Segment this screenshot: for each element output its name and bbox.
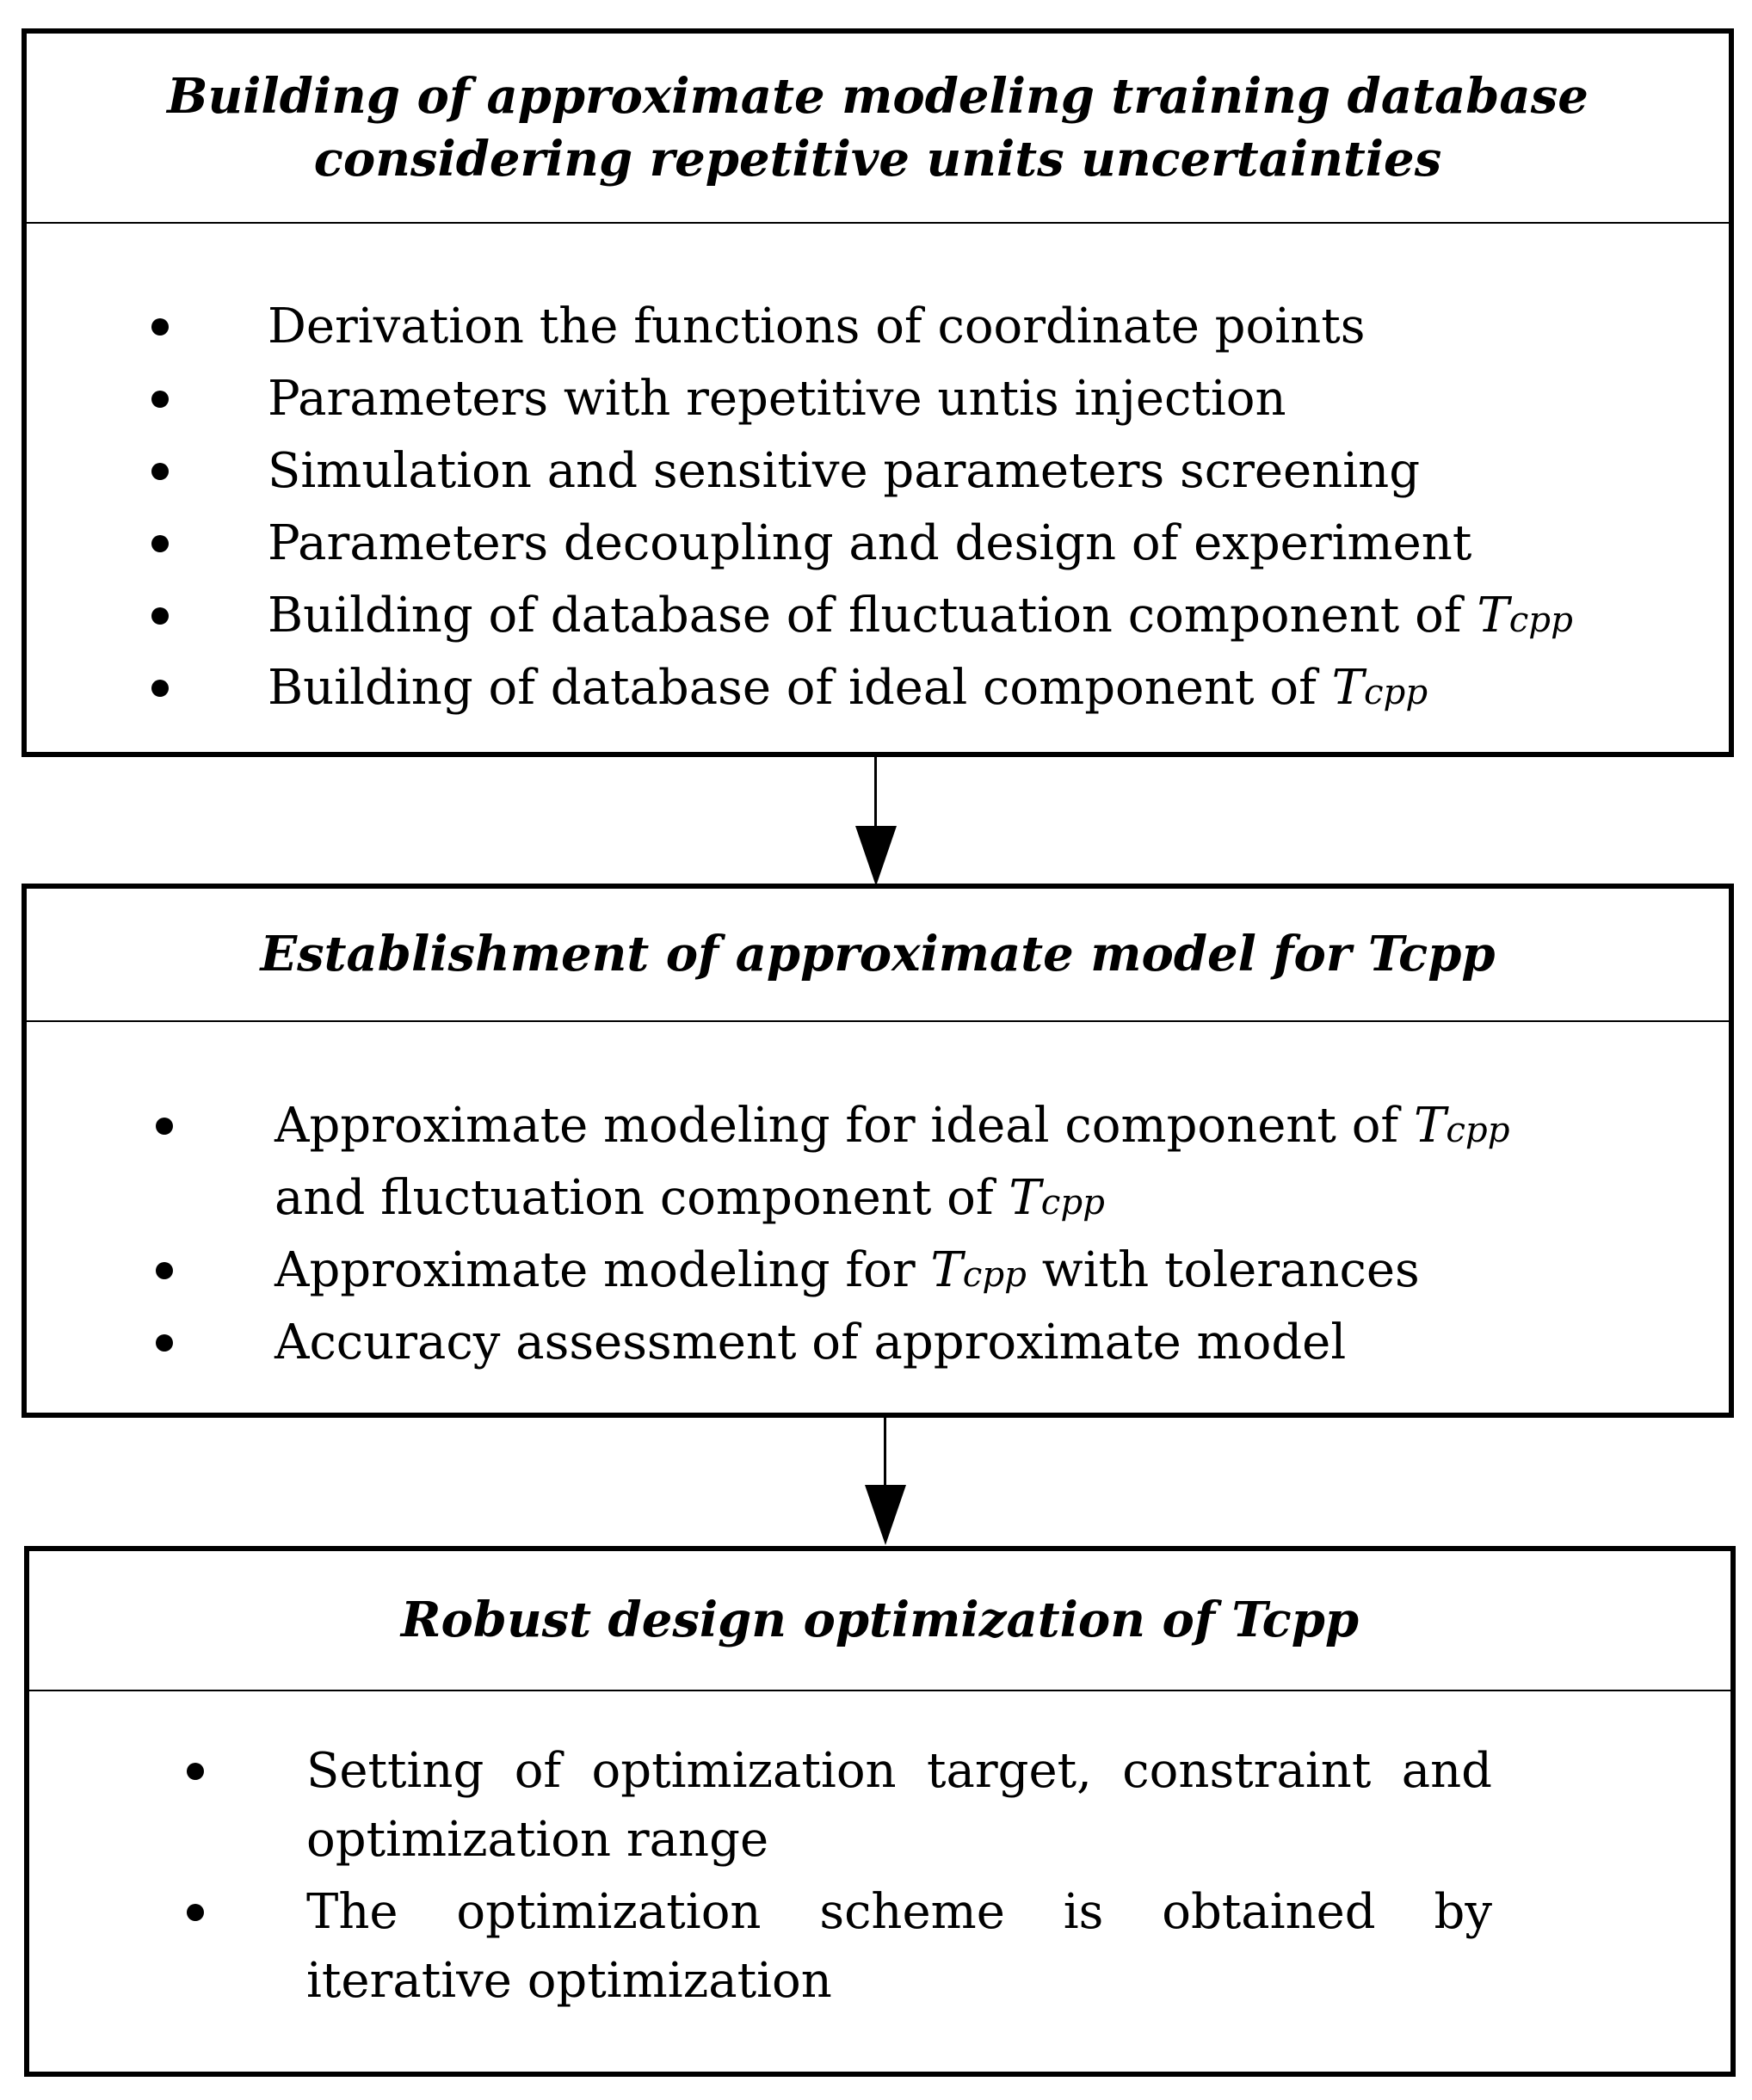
list-item-continuation: iterative optimization [306,1953,832,2009]
bullet-icon [156,1262,173,1279]
bullet-icon [151,318,169,336]
flow-arrow-head-icon [855,826,897,886]
step-title-approximate-model [27,889,1729,1022]
list-item-text: and fluctuation component of [275,1170,1009,1226]
list-item: Simulation and sensitive parameters screening [268,443,1421,499]
tcpp-symbol: Tcpp [1477,588,1573,644]
bullet-icon [156,1118,173,1135]
flow-arrow-head-icon [865,1485,906,1545]
step-title-robust-design [29,1551,1730,1691]
list-item [275,1090,1510,1167]
list-item: The optimization scheme is obtained by [306,1884,1492,1940]
list-item-text: Approximate modeling for [275,1242,931,1298]
bullet-icon [151,391,169,408]
list-item: Parameters decoupling and design of experiment [268,515,1472,571]
step-body-training-database [27,224,1729,752]
bullet-icon [151,607,169,625]
list-item [268,580,1573,656]
list-item [275,1235,1420,1311]
list-item: Parameters with repetitive untis injection [268,371,1286,427]
step-box-approximate-model [22,884,1734,1418]
step-title-line: considering repetitive units uncertainties [313,130,1442,188]
step-box-training-database [22,28,1734,757]
list-item-text: with tolerances [1026,1242,1420,1298]
step-body-approximate-model [27,1022,1729,1413]
step-body-robust-design [29,1691,1730,2072]
list-item-text: Building of database of ideal component of [268,660,1332,716]
list-item: Setting of optimization target, constraint and [306,1743,1492,1799]
bullet-icon [151,680,169,697]
step-title-training-database [27,34,1729,224]
step-title-line: Building of approximate modeling training database [167,67,1589,125]
list-item-text: Approximate modeling for ideal component of [275,1098,1414,1154]
tcpp-symbol: Tcpp [1413,1098,1510,1154]
bullet-icon [151,535,169,552]
list-item [268,652,1428,729]
bullet-icon [187,1904,204,1921]
step-title-line: Establishment of approximate model for Tcpp [260,926,1496,983]
tcpp-symbol: Tcpp [1009,1170,1105,1226]
list-item-continuation: optimization range [306,1812,769,1868]
list-item: Derivation the functions of coordinate points [268,299,1366,354]
list-item-text: Building of database of fluctuation component of [268,588,1477,644]
step-title-line: Robust design optimization of Tcpp [400,1592,1360,1649]
bullet-icon [156,1334,173,1352]
list-item: Accuracy assessment of approximate model [275,1315,1347,1370]
tcpp-symbol: Tcpp [1331,660,1428,716]
tcpp-symbol: Tcpp [930,1242,1027,1298]
bullet-icon [187,1763,204,1780]
step-box-robust-design [24,1546,1736,2077]
bullet-icon [151,463,169,480]
list-item-continuation [275,1162,1105,1239]
